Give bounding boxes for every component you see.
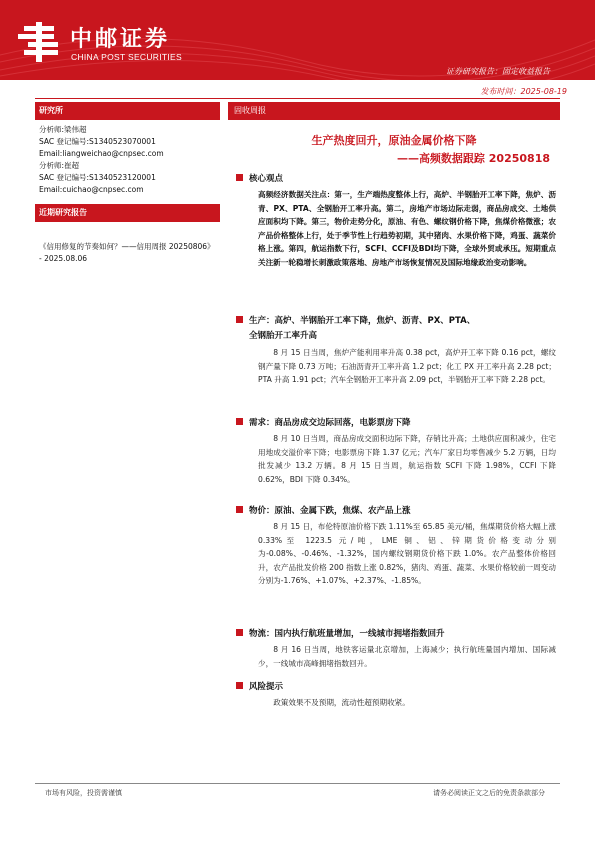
bullet-square-icon <box>236 418 243 425</box>
recent-report-link[interactable]: 《信用修复的节奏如何？——信用周报 20250806》 - 2025.08.06 <box>39 242 215 263</box>
report-title: 生产热度回升，原油金属价格下降 <box>311 134 477 147</box>
analyst-name: 分析师:梁伟超 <box>39 125 87 134</box>
key-points-heading: 核心观点 <box>236 172 556 187</box>
section-heading-risk: 风险提示 <box>236 680 556 695</box>
section-heading-demand: 需求：商品房成交边际回落，电影票房下降 <box>236 416 556 431</box>
footer-divider <box>35 783 560 784</box>
research-institute-header: 研究所 <box>35 102 220 120</box>
section-body-demand: 8 月 10 日当周，商品房成交面积边际下降，存销比升高；土地供应面积减少，住宅用地成交溢价率下降；电影票房下降 1.37 亿元；汽车厂家日均零售减少 5.2 万辆，日均批发减少 13.2 万辆。8 月 15 日当周，航运指数 SCFI 下降 1.98%，CCFI 下降 0.62%，BDI 下降 0.34%。 <box>258 434 556 484</box>
key-points-text: 高频经济数据关注点：第一，生产端热度整体上行，高炉、半钢胎开工率下降，焦炉、沥青、PX、PTA、全钢胎开工率升高。第二，房地产市场边际走弱，商品房成交、土地供应面积均下降。第三，物价走势分化，原油、有色、螺纹钢价格下降，焦煤价格微涨；农产品价格整体上行，处于季节性上行趋势初期，其中猪肉、水果价格下降，鸡蛋、蔬菜价格上涨。第四，航运指数下行，SCFI、CCFI及BDI均下降，全球外贸或承压。短期重点关注新一轮稳增长刺激政策落地、房地产市场恢复情况及国际地缘政治变动影响。 <box>258 190 556 267</box>
report-subtitle: ——高频数据跟踪 20250818 <box>396 152 550 165</box>
company-name-en: CHINA POST SECURITIES <box>71 52 182 62</box>
top-divider <box>35 98 560 99</box>
publish-date: 发布时间：2025-08-19 <box>480 87 567 96</box>
bullet-square-icon <box>236 506 243 513</box>
section-body-prices: 8 月 15 日，布伦特原油价格下跌 1.11%至 65.85 美元/桶，焦煤期货价格大幅上涨 0.33%至 1223.5 元/吨，LME 铜、铝、锌期货价格变动分别为-0.08%、-0.46%、-1.32%，国内螺纹钢期货价格下跌 1.0%。农产品整体价格回升，农产品批发价格 200 指数上涨 0.82%，猪肉、鸡蛋、蔬菜、水果价格较前一周变动分别为-1.76%、+1.07%、+2.37%、-1.85%。 <box>258 522 556 586</box>
report-type: 证券研究报告：固定收益报告 <box>446 67 550 76</box>
section-heading-logistics: 物流：国内执行航班量增加，一线城市拥堵指数回升 <box>236 627 556 642</box>
header-banner <box>0 0 595 80</box>
section-body-production: 8 月 15 日当周，焦炉产能利用率升高 0.38 pct，高炉开工率下降 0.16 pct，螺纹钢产量下降 0.73 万吨；石油沥青开工率升高 1.2 pct；化工 PX 开工率升高 2.28 pct；PTA 升高 1.91 pct；汽车全钢胎开工率升高 2.09 pct，半钢胎开工率下降 2.28 pct。 <box>258 348 556 385</box>
bullet-square-icon <box>236 316 243 323</box>
bullet-square-icon <box>236 174 243 181</box>
section-heading-production: 生产：高炉、半钢胎开工率下降，焦炉、沥青、PX、PTA、 全钢胎开工率升高 <box>236 314 556 344</box>
section-body-risk: 政策效果不及预期，流动性超预期收紧。 <box>273 698 410 707</box>
company-name-cn: 中邮证券 <box>70 27 171 52</box>
recent-reports-header: 近期研究报告 <box>35 204 220 222</box>
china-post-logo-icon <box>18 22 64 62</box>
analyst-name: 分析师:崔超 <box>39 161 80 170</box>
section-body-logistics: 8 月 16 日当周，地铁客运量北京增加，上海减少；执行航班量国内增加、国际减少，一线城市高峰拥堵指数回升。 <box>258 645 556 668</box>
section-tag: 固收周报 <box>228 102 560 120</box>
bullet-square-icon <box>236 682 243 689</box>
analyst-sac-number: SAC 登记编号:S1340523120001 <box>39 173 156 182</box>
section-heading-prices: 物价：原油、金属下跌，焦煤、农产品上涨 <box>236 504 556 519</box>
footer-disclaimer-notice: 请务必阅读正文之后的免责条款部分 <box>433 789 545 797</box>
footer-risk-notice: 市场有风险，投资需谨慎 <box>45 789 122 797</box>
analyst-info <box>39 124 219 196</box>
analyst-sac-number: SAC 登记编号:S1340523070001 <box>39 137 156 146</box>
bullet-square-icon <box>236 629 243 636</box>
analyst-email[interactable]: Email:cuichao@cnpsec.com <box>39 185 144 194</box>
analyst-email[interactable]: Email:liangweichao@cnpsec.com <box>39 149 164 158</box>
